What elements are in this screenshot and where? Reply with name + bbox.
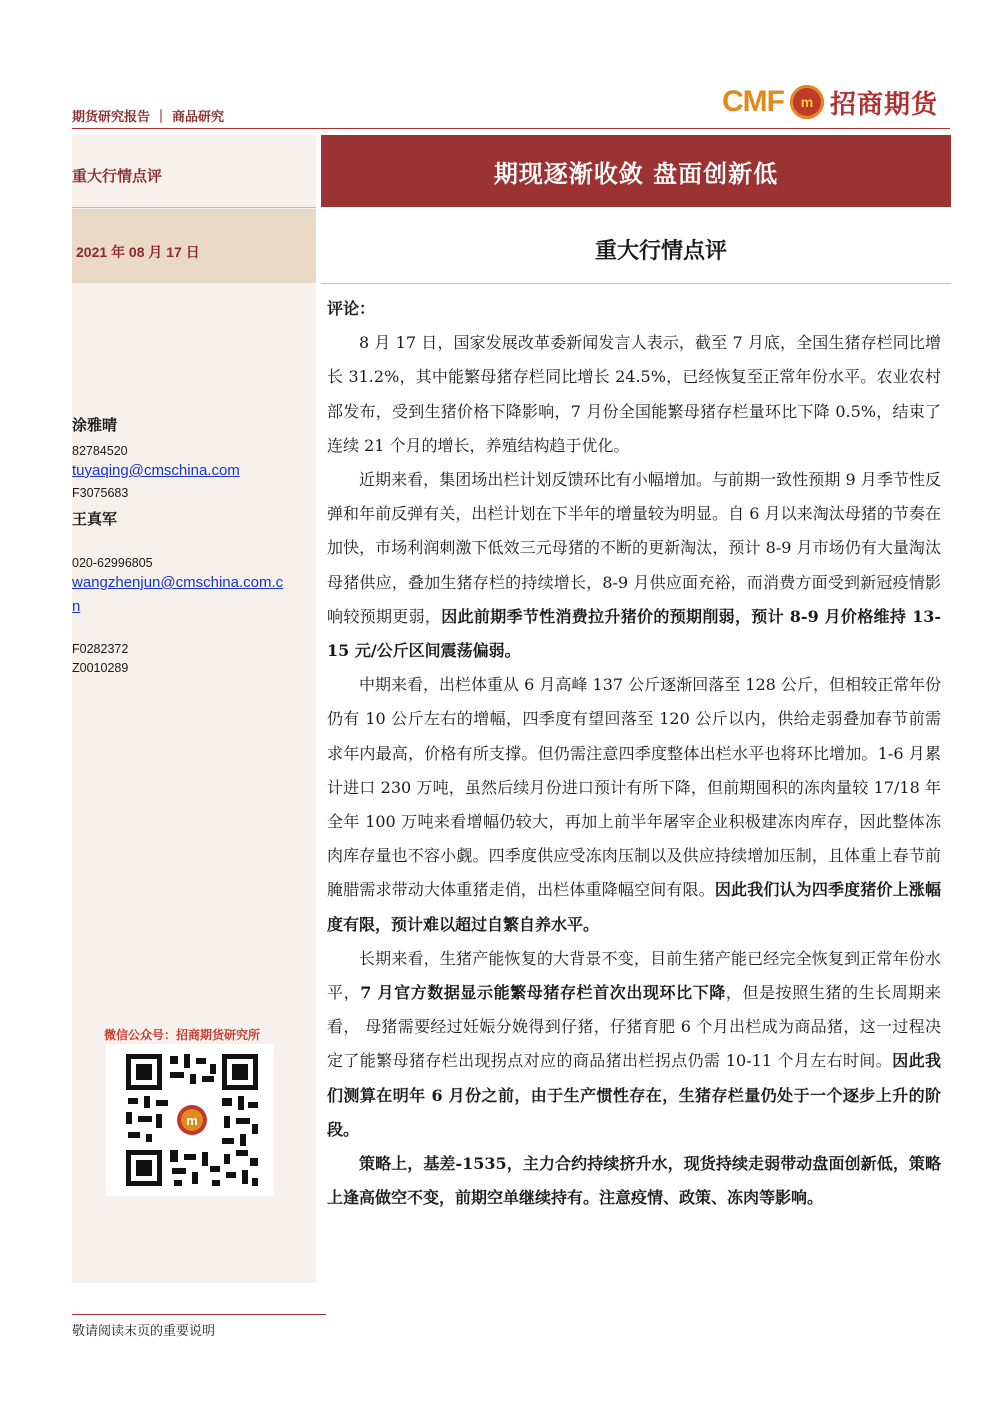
paragraph-emphasis: 因此我们认为四季度猪价上涨幅度有限，预计难以超过自繁自养水平。 xyxy=(327,880,941,934)
svg-text:m: m xyxy=(186,1113,198,1128)
logo-mark-icon: m xyxy=(790,85,824,119)
paragraph-emphasis: 因此前期季节性消费拉升猪价的预期削弱，预计 8-9 月价格维持 13-15 元/公斤区间震荡偏弱。 xyxy=(327,606,941,661)
paragraph-text: ，但是按照生猪的生长周期来看， 母猪需要经过妊娠分娩得到仔猪，仔猪育肥 6 个月出栏成为商品猪，这一过程决定了能繁母猪存栏出现拐点对应的商品猪出栏拐点仍需 10-11 个月左右时间。 xyxy=(327,983,941,1071)
article-body xyxy=(327,292,941,1215)
logo-company-name: 招商期货 xyxy=(829,89,938,120)
section-heading: 评论： xyxy=(327,299,376,318)
paragraph xyxy=(327,942,941,1147)
paragraph: 8 月 17 日，国家发展改革委新闻发言人表示，截至 7 月底，全国生猪存栏同比增长 31.2%，其中能繁母猪存栏同比增长 24.5%，已经恢复至正常年份水平。农业农村部发布，受到生猪价格下降影响，7 月份全国能繁母猪存栏量环比下降 0.5%，结束了连续 21 个月的增长，养殖结构趋于优化。 xyxy=(327,333,941,455)
sidebar-divider xyxy=(72,207,316,208)
author-name: 涂雅晴 xyxy=(72,416,118,434)
author-phone: 020-62996805 xyxy=(72,556,153,570)
author-email-link[interactable]: tuyaqing@cmschina.com xyxy=(72,462,240,479)
author-email-link[interactable]: wangzhenjun@cmschina.com.c xyxy=(72,574,284,591)
paragraph-text: 中期来看，出栏体重从 6 月高峰 137 公斤逐渐回落至 128 公斤，但相较正常年份仍有 10 公斤左右的增幅，四季度有望回落至 120 公斤以内，供给走弱叠加春节前需求年内最高，价格有所支撑。但仍需注意四季度整体出栏水平也将环比增加。1-6 月累计进口 230 万吨，虽然后续月份进口预计有所下降，但前期囤积的冻肉量较 17/18 年全年 100 万吨来看增幅仍较大，再加上前半年屠宰企业积极建冻肉库存，因此整体冻肉库存量也不容小觑。四季度供应受冻肉压制以及供应持续增加压制，且体重上春节前腌腊需求带动大体重猪走俏，出栏体重降幅空间有限。 xyxy=(327,675,941,900)
author-email-link-cont[interactable]: n xyxy=(72,598,81,615)
qr-code-icon xyxy=(106,1044,274,1196)
report-subtitle: 重大行情点评 xyxy=(594,238,727,264)
paragraph-emphasis: 7 月官方数据显示能繁母猪存栏首次出现环比下降 xyxy=(360,983,726,1003)
subtitle-divider xyxy=(321,283,951,284)
wechat-qr-code xyxy=(106,1044,274,1196)
footer-note: 敬请阅读末页的重要说明 xyxy=(72,1324,216,1339)
footer-divider xyxy=(72,1314,326,1315)
report-type-label: 期货研究报告 ｜ 商品研究 xyxy=(72,110,225,125)
author-name: 王真军 xyxy=(72,510,118,528)
paragraph-emphasis: 策略上，基差-1535，主力合约持续挤升水，现货持续走弱带动盘面创新低，策略上逢高做空不变，前期空单继续持有。注意疫情、政策、冻肉等影响。 xyxy=(327,1154,941,1208)
sidebar-category: 重大行情点评 xyxy=(72,167,163,185)
company-logo xyxy=(722,82,938,122)
report-title-banner: 期现逐渐收敛 盘面创新低 xyxy=(321,135,951,207)
wechat-label: 微信公众号：招商期货研究所 xyxy=(104,1028,261,1042)
report-date: 2021 年 08 月 17 日 xyxy=(76,244,200,260)
paragraph xyxy=(327,668,941,942)
author-phone: 82784520 xyxy=(72,444,128,458)
paragraph-strategy xyxy=(327,1147,941,1215)
paragraph-text: 长期来看，生猪产能恢复的大背景不变，目前生猪产能已经完全恢复到正常年份水平， xyxy=(327,948,941,1003)
author-cert: F0282372 xyxy=(72,642,129,656)
logo-cmf-text: CMF xyxy=(722,85,784,118)
author-cert: F3075683 xyxy=(72,486,129,500)
paragraph xyxy=(327,463,941,668)
header-divider xyxy=(72,128,950,129)
paragraph-emphasis: 因此我们测算在明年 6 月份之前，由于生产惯性存在，生猪存栏量仍处于一个逐步上升的阶段。 xyxy=(327,1051,941,1139)
paragraph-text: 近期来看，集团场出栏计划反馈环比有小幅增加。与前期一致性预期 9 月季节性反弹和年前反弹有关，出栏计划在下半年的增量较为明显。自 6 月以来淘汰母猪的节奏在加快，市场利润刺激下低效三元母猪的不断的更新淘汰，预计 8-9 月市场仍有大量淘汰母猪供应，叠加生猪存栏的持续增长，8-9 月供应面充裕，而消费方面受到新冠疫情影响较预期更弱， xyxy=(327,470,941,626)
author-cert: Z0010289 xyxy=(72,661,129,675)
